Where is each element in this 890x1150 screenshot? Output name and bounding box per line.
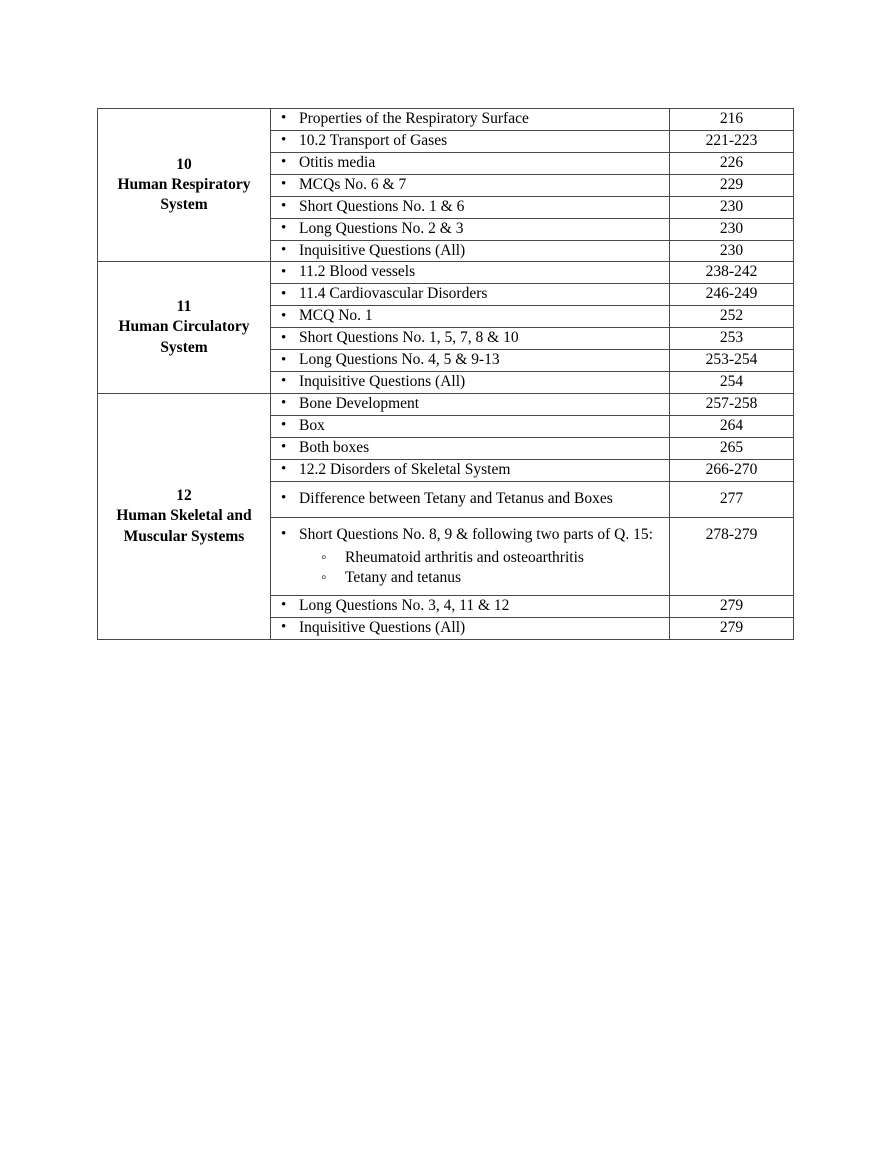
topic-cell (271, 306, 670, 328)
page-number-cell: 253 (670, 328, 794, 350)
page-number-cell: 265 (670, 437, 794, 459)
topic-cell (271, 372, 670, 394)
topic-bullet-item (271, 460, 669, 481)
chapter-title-line-2: System (160, 338, 208, 356)
page-number-cell: 254 (670, 372, 794, 394)
topic-text: Properties of the Respiratory Surface (299, 110, 529, 127)
page-number-cell: 230 (670, 240, 794, 262)
topic-bullet-list (271, 306, 669, 327)
topic-text: Short Questions No. 1, 5, 7, 8 & 10 (299, 329, 519, 347)
table-row (98, 262, 794, 284)
topic-bullet-list (271, 416, 669, 437)
topic-cell (271, 109, 670, 131)
topic-cell (271, 617, 670, 639)
page-number-cell: 230 (670, 196, 794, 218)
topic-cell (271, 284, 670, 306)
topic-bullet-list (271, 175, 669, 196)
topic-cell (271, 437, 670, 459)
topic-text: Long Questions No. 4, 5 & 9-13 (299, 351, 500, 369)
topic-bullet-item (271, 153, 669, 174)
topic-bullet-list (271, 328, 669, 349)
topic-bullet-list (271, 372, 669, 393)
topic-cell (271, 262, 670, 284)
topic-bullet-item (271, 525, 669, 588)
topic-bullet-list (271, 284, 669, 305)
topic-bullet-item (271, 109, 669, 130)
topic-bullet-list (271, 219, 669, 240)
topic-cell (271, 481, 670, 517)
topic-bullet-list (271, 153, 669, 174)
chapter-label-cell (98, 262, 271, 394)
topic-text: Long Questions No. 3, 4, 11 & 12 (299, 596, 510, 614)
topic-text: MCQs No. 6 & 7 (299, 175, 407, 193)
topic-text: Inquisitive Questions (All) (299, 373, 466, 391)
topic-bullet-item (271, 175, 669, 196)
topic-bullet-item (271, 131, 669, 152)
topic-bullet-list (271, 109, 669, 130)
chapter-title-line-2: System (160, 196, 208, 214)
topic-cell (271, 517, 670, 595)
topic-cell (271, 595, 670, 617)
topic-text: MCQ No. 1 (299, 307, 373, 325)
page-number-cell: 246-249 (670, 284, 794, 306)
topic-text: Inquisitive Questions (All) (299, 241, 466, 259)
topic-bullet-list (271, 131, 669, 152)
topic-text: Otitis media (299, 153, 376, 171)
topic-cell (271, 459, 670, 481)
page-number-cell: 226 (670, 152, 794, 174)
topic-bullet-list (271, 489, 669, 510)
topic-sub-bullet-list (299, 548, 669, 588)
chapter-title-line-1: Human Skeletal and (116, 507, 252, 525)
topic-bullet-list (271, 350, 669, 371)
topic-bullet-item (271, 241, 669, 262)
page-number-cell: 266-270 (670, 459, 794, 481)
topic-sub-bullet-item (299, 568, 669, 588)
chapter-title-line-2: Muscular Systems (123, 527, 245, 545)
topic-bullet-list (271, 596, 669, 617)
topic-text: Short Questions No. 8, 9 & following two parts of Q. 15: (299, 525, 653, 543)
topic-bullet-item (271, 306, 669, 327)
topic-bullet-item (271, 350, 669, 371)
page-number-cell: 253-254 (670, 350, 794, 372)
table-row (98, 393, 794, 415)
syllabus-table-body (98, 109, 794, 640)
topic-cell (271, 196, 670, 218)
page-number-cell: 279 (670, 595, 794, 617)
topic-cell (271, 393, 670, 415)
topic-text: 12.2 Disorders of Skeletal System (299, 460, 511, 478)
topic-bullet-item (271, 284, 669, 305)
topic-bullet-list (271, 394, 669, 415)
topic-text: Both boxes (299, 438, 370, 456)
topic-sub-bullet-item (299, 548, 669, 568)
chapter-number: 12 (176, 486, 192, 504)
page-number-cell: 252 (670, 306, 794, 328)
topic-bullet-list (271, 618, 669, 639)
table-row (98, 109, 794, 131)
topic-text: Box (299, 416, 325, 434)
topic-bullet-item (271, 372, 669, 393)
page-number-cell: 238-242 (670, 262, 794, 284)
topic-bullet-list (271, 241, 669, 262)
topic-bullet-item (271, 219, 669, 240)
topic-text: 10.2 Transport of Gases (299, 131, 448, 149)
chapter-label-cell (98, 393, 271, 639)
topic-bullet-item (271, 438, 669, 459)
topic-text: 11.2 Blood vessels (299, 263, 416, 281)
page-number-cell: 216 (670, 109, 794, 131)
page-number-cell: 230 (670, 218, 794, 240)
page-number-cell: 278-279 (670, 517, 794, 595)
topic-text: Inquisitive Questions (All) (299, 618, 466, 636)
topic-text: Difference between Tetany and Tetanus and Boxes (299, 489, 613, 507)
topic-bullet-list (271, 262, 669, 283)
topic-bullet-list (271, 438, 669, 459)
chapter-number: 10 (176, 155, 192, 173)
topic-text: Short Questions No. 1 & 6 (299, 197, 465, 215)
topic-bullet-item (271, 618, 669, 639)
topic-cell (271, 174, 670, 196)
chapter-number: 11 (176, 298, 192, 316)
topic-bullet-list (271, 460, 669, 481)
topic-bullet-list (271, 197, 669, 218)
topic-bullet-item (271, 262, 669, 283)
topic-sub-text: Tetany and tetanus (345, 568, 461, 586)
topic-cell (271, 415, 670, 437)
page-number-cell: 221-223 (670, 130, 794, 152)
page-number-cell: 277 (670, 481, 794, 517)
chapter-title-line-1: Human Circulatory (118, 318, 250, 336)
chapter-title-line-1: Human Respiratory (117, 176, 251, 193)
topic-text: Bone Development (299, 394, 420, 412)
page-number-cell: 229 (670, 174, 794, 196)
topic-text: 11.4 Cardiovascular Disorders (299, 285, 488, 303)
topic-bullet-item (271, 328, 669, 349)
chapter-label-cell (98, 109, 271, 262)
topic-cell (271, 130, 670, 152)
topic-bullet-list (271, 525, 669, 588)
topic-cell (271, 350, 670, 372)
topic-bullet-item (271, 489, 669, 510)
topic-bullet-item (271, 596, 669, 617)
topic-bullet-item (271, 394, 669, 415)
topic-cell (271, 240, 670, 262)
page-number-cell: 264 (670, 415, 794, 437)
page-number-cell: 279 (670, 617, 794, 639)
topic-bullet-item (271, 416, 669, 437)
topic-cell (271, 152, 670, 174)
syllabus-table (97, 108, 794, 640)
topic-sub-text: Rheumatoid arthritis and osteoarthritis (345, 548, 584, 566)
topic-text: Long Questions No. 2 & 3 (299, 219, 464, 237)
page-number-cell: 257-258 (670, 393, 794, 415)
topic-bullet-item (271, 197, 669, 218)
topic-cell (271, 328, 670, 350)
syllabus-table-container (97, 108, 793, 640)
topic-cell (271, 218, 670, 240)
